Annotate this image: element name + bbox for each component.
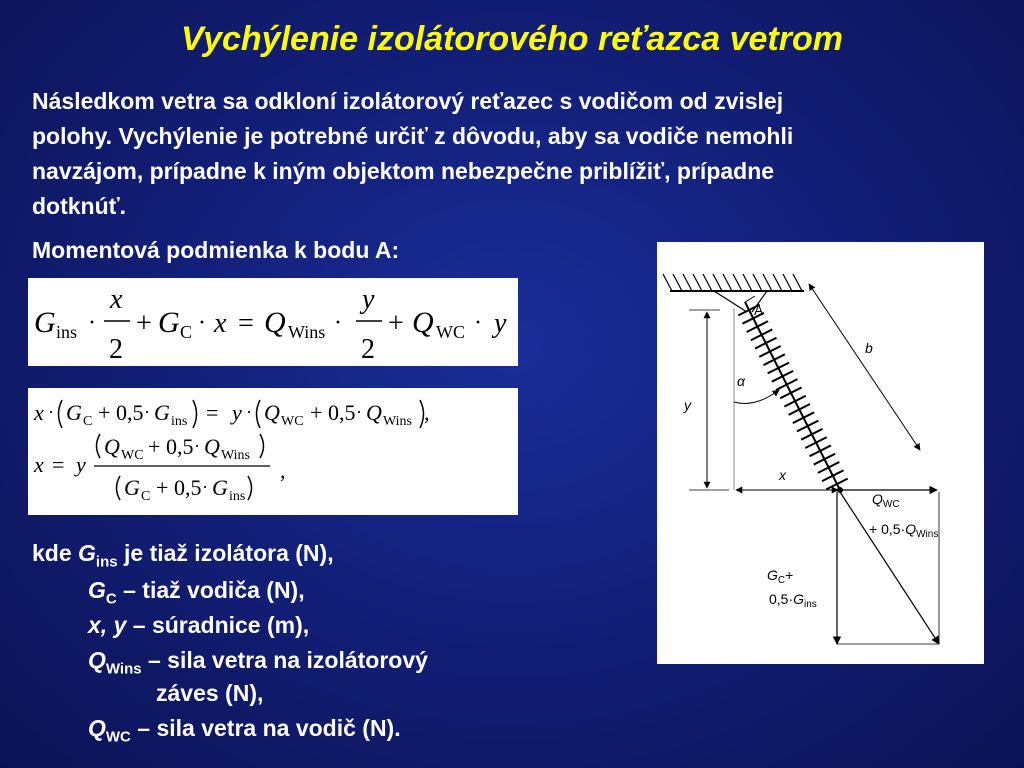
insulator-disc (768, 363, 789, 374)
legend-row-xy: x, y – súradnice (m), (88, 612, 310, 638)
svg-text:2: 2 (109, 334, 123, 365)
insulator-disc (797, 421, 818, 432)
intro-line: navzájom, prípadne k iným objektom nebezpečne priblížiť, prípadne (32, 158, 775, 184)
svg-text:Wins: Wins (383, 414, 412, 429)
svg-text:·: · (334, 310, 342, 336)
svg-text:C: C (141, 489, 151, 504)
svg-text:2: 2 (361, 334, 375, 365)
svg-text:·: · (48, 402, 54, 422)
eq1-term-gc-x (158, 306, 227, 342)
intro-line: Následkom vetra sa odkloní izolátorový reťazec s vodičom od zvislej (32, 88, 784, 114)
svg-text:·: · (246, 402, 252, 422)
b-dimension (809, 284, 920, 450)
svg-text:+: + (388, 308, 404, 339)
svg-text:=: = (206, 400, 219, 425)
insulator-disc (818, 462, 839, 473)
hatch-line (703, 274, 712, 291)
angle-arc (734, 390, 779, 404)
svg-text:·: · (198, 310, 206, 336)
svg-text:,: , (424, 400, 430, 425)
moment-condition-heading: Momentová podmienka k bodu A: (32, 237, 400, 263)
svg-text:·: · (356, 402, 362, 422)
slide-title: Vychýlenie izolátorového reťazca vetrom (181, 20, 843, 58)
svg-text:+: + (136, 308, 152, 339)
svg-text:+: + (98, 400, 111, 425)
insulator-disc (747, 321, 768, 332)
y-dimension (689, 310, 729, 490)
svg-text:y: y (362, 284, 375, 315)
ceiling-support (663, 274, 804, 291)
insulator-disc (810, 445, 831, 456)
horizontal-force-label: $Q_{WC}$ + $0,5\cdot Q_{Wins}$ (869, 491, 939, 540)
svg-text:x: x (34, 400, 44, 425)
svg-text:Wins: Wins (288, 322, 326, 342)
intro-paragraph (32, 84, 992, 224)
legend-row-qwc: $Q_{WC}$ – sila vetra na vodič (N). (88, 715, 401, 746)
svg-text:y: y (232, 400, 242, 425)
insulator-disc (784, 396, 805, 407)
eq1-term-gins (34, 306, 96, 342)
svg-text:x: x (110, 284, 123, 315)
hatch-line (663, 274, 672, 291)
insulator-disc (801, 429, 822, 440)
point-a-label: A (754, 302, 764, 318)
svg-text:Q: Q (264, 306, 286, 339)
svg-text:0,5: 0,5 (116, 400, 144, 425)
svg-text:Q: Q (264, 400, 280, 425)
svg-text:y: y (76, 452, 86, 477)
svg-text:WC: WC (121, 448, 144, 463)
vertical-force-label: $G_C+$ $0,5\cdot G_{ins}$ (767, 567, 817, 610)
svg-text:·: · (194, 436, 200, 456)
svg-text:Q: Q (366, 400, 382, 425)
resultant-force-arrow (840, 492, 939, 644)
svg-text:C: C (180, 322, 193, 342)
insulator-disc (805, 437, 826, 448)
hatch-line (743, 274, 752, 291)
intro-line: polohy. Vychýlenie je potrebné určiť z dôvodu, aby sa vodiče nemohli (32, 123, 794, 149)
insulator-disc (759, 346, 780, 357)
svg-text:,: , (280, 458, 286, 483)
svg-text:+: + (148, 434, 161, 459)
svg-text:Q: Q (412, 306, 434, 339)
svg-text:Wins: Wins (221, 448, 250, 463)
b-label: b (865, 340, 873, 356)
svg-text:·: · (474, 310, 482, 336)
eq1-fraction-y-2 (356, 284, 382, 365)
svg-text:ins: ins (56, 322, 78, 342)
legend-row-qwins: $Q_{Wins}$ – sila vetra na izolátorový (88, 647, 428, 678)
hatch-line (733, 274, 742, 291)
insulator-disc (776, 379, 797, 390)
svg-text:0,5: 0,5 (174, 475, 202, 500)
svg-text:WC: WC (436, 322, 465, 342)
svg-text:0,5: 0,5 (328, 400, 356, 425)
svg-text:+: + (310, 400, 323, 425)
angle-label: α (737, 373, 745, 389)
svg-text:G: G (124, 475, 140, 500)
insulator-disc (789, 404, 810, 415)
hatch-line (753, 274, 762, 291)
insulator-disc (780, 387, 801, 398)
eq2-line2 (33, 434, 286, 504)
insulator-deflection-diagram (657, 242, 984, 664)
svg-text:G: G (158, 306, 180, 339)
legend-row-gins: kde $G_{ins}$ je tiaž izolátora (N), (32, 540, 334, 571)
svg-text:=: = (238, 308, 254, 339)
insulator-string (738, 302, 847, 490)
hatch-line (773, 274, 782, 291)
svg-text:WC: WC (281, 414, 304, 429)
insulator-disc (826, 479, 847, 490)
svg-text:+: + (156, 475, 169, 500)
svg-text:x: x (34, 452, 44, 477)
svg-text:Q: Q (204, 434, 220, 459)
insulator-disc (755, 338, 776, 349)
moment-equation (28, 278, 518, 366)
svg-text:y: y (494, 308, 507, 339)
eq2-line1 (33, 400, 430, 429)
insulator-disc (822, 470, 843, 481)
svg-text:G: G (154, 400, 170, 425)
svg-text:x: x (214, 308, 227, 339)
svg-text:G: G (212, 475, 228, 500)
svg-text:·: · (88, 310, 96, 336)
svg-text:0,5: 0,5 (166, 434, 194, 459)
hatch-line (713, 274, 722, 291)
insulator-disc (772, 371, 793, 382)
legend-row-qwins-cont: záves (N), (156, 680, 264, 706)
insulator-disc (751, 329, 772, 340)
hatch-line (673, 274, 682, 291)
hatch-line (783, 274, 792, 291)
hatch-line (723, 274, 732, 291)
x-label: x (779, 467, 786, 483)
legend-row-gc: $G_C$ – tiaž vodiča (N), (88, 577, 305, 608)
insulator-disc (793, 412, 814, 423)
hatch-line (693, 274, 702, 291)
hatch-line (763, 274, 772, 291)
svg-text:·: · (144, 402, 150, 422)
hatch-line (683, 274, 692, 291)
svg-text:ins: ins (171, 414, 188, 429)
insulator-disc (814, 454, 835, 465)
eq1-term-qwins (264, 306, 342, 342)
svg-text:ins: ins (229, 489, 246, 504)
svg-text:C: C (83, 414, 93, 429)
solution-equations (28, 388, 518, 515)
insulator-disc (763, 354, 784, 365)
eq1-term-qwc-y (412, 306, 507, 342)
svg-text:G: G (34, 306, 56, 339)
hatch-line (793, 274, 802, 291)
svg-text:=: = (52, 452, 65, 477)
svg-text:·: · (202, 477, 208, 497)
eq1-fraction-x-2 (104, 284, 130, 365)
y-label: y (684, 397, 691, 413)
svg-text:Q: Q (104, 434, 120, 459)
intro-line: dotknúť. (32, 193, 127, 219)
svg-text:G: G (66, 400, 82, 425)
